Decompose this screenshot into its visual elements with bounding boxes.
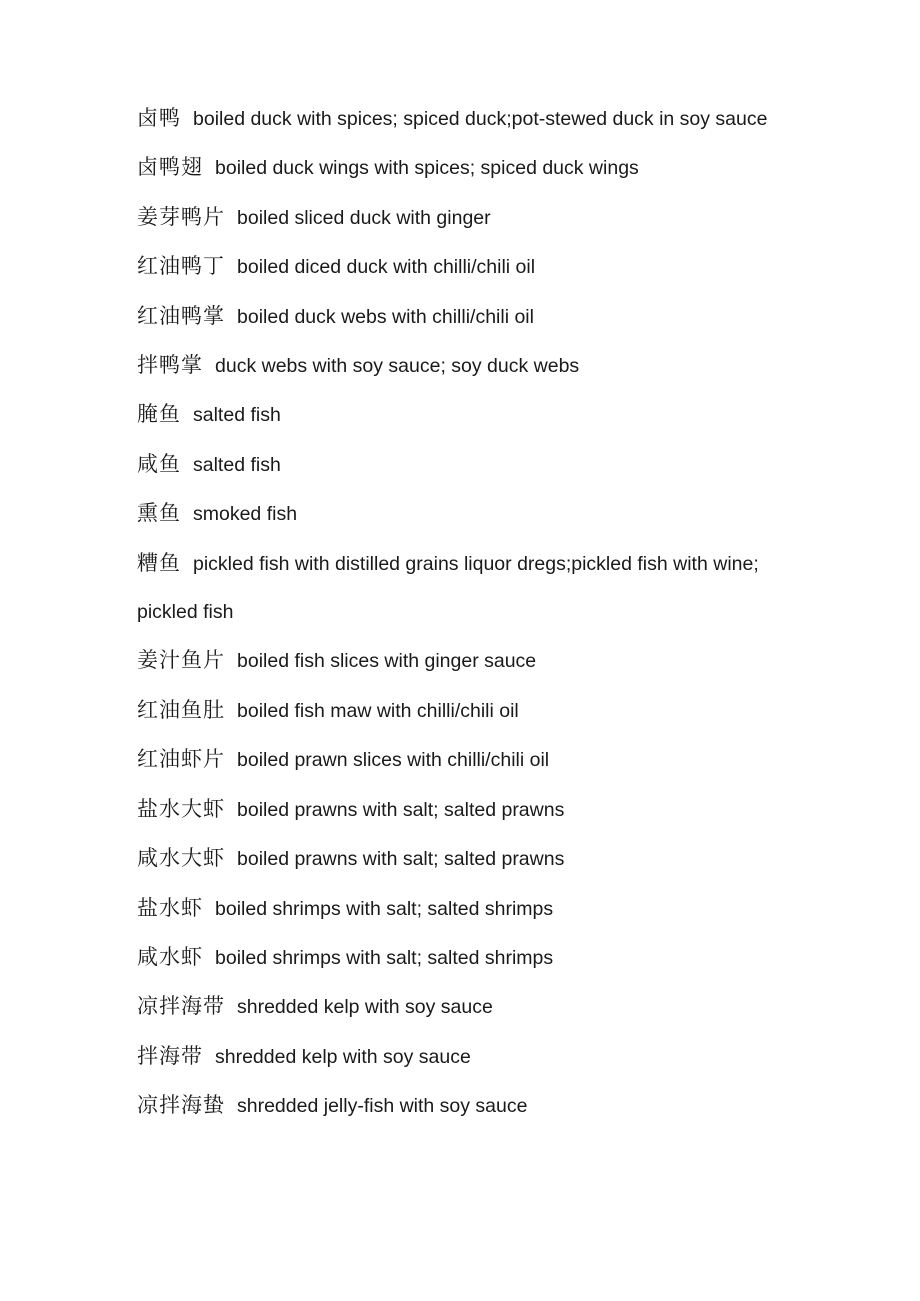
list-item <box>137 390 777 439</box>
chinese-dish-name: 红油虾片 <box>137 747 225 772</box>
english-translation: salted fish <box>193 453 281 476</box>
chinese-dish-name: 卤鸭翅 <box>137 155 203 180</box>
english-translation: boiled diced duck with chilli/chili oil <box>237 256 536 279</box>
list-item <box>137 242 777 291</box>
english-translation: boiled sliced duck with ginger <box>237 206 491 229</box>
english-translation: boiled fish maw with chilli/chili oil <box>237 699 519 722</box>
english-translation: shredded kelp with soy sauce <box>215 1045 471 1068</box>
list-item <box>137 834 777 883</box>
chinese-dish-name: 腌鱼 <box>137 402 181 427</box>
menu-translation-list <box>137 94 777 1131</box>
chinese-dish-name: 红油鸭丁 <box>137 254 225 279</box>
list-item <box>137 1081 777 1130</box>
list-item <box>137 982 777 1031</box>
chinese-dish-name: 熏鱼 <box>137 501 181 526</box>
list-item <box>137 933 777 982</box>
list-item <box>137 341 777 390</box>
chinese-dish-name: 盐水大虾 <box>137 796 225 821</box>
chinese-dish-name: 咸鱼 <box>137 451 181 476</box>
english-translation: shredded jelly-fish with soy sauce <box>237 1095 528 1118</box>
chinese-dish-name: 盐水虾 <box>137 895 203 920</box>
english-translation: boiled duck webs with chilli/chili oil <box>237 305 534 328</box>
english-translation: boiled shrimps with salt; salted shrimps <box>215 946 554 969</box>
english-translation: boiled duck with spices; spiced duck;pot-stewed duck in soy sauce <box>193 108 768 130</box>
english-translation: boiled prawns with salt; salted prawns <box>237 798 565 821</box>
chinese-dish-name: 卤鸭 <box>137 106 181 130</box>
list-item <box>137 686 777 735</box>
list-item <box>137 143 777 192</box>
list-item <box>137 440 777 489</box>
english-translation: shredded kelp with soy sauce <box>237 996 493 1019</box>
english-translation: boiled duck wings with spices; spiced duck wings <box>215 157 639 180</box>
list-item <box>137 539 777 637</box>
chinese-dish-name: 咸水虾 <box>137 944 203 969</box>
chinese-dish-name: 拌海带 <box>137 1043 203 1068</box>
english-translation: duck webs with soy sauce; soy duck webs <box>215 355 580 378</box>
chinese-dish-name: 红油鸭掌 <box>137 303 225 328</box>
english-translation: pickled fish with distilled grains liquor dregs;pickled fish with wine; pickled fish <box>137 552 759 624</box>
list-item <box>137 785 777 834</box>
chinese-dish-name: 姜汁鱼片 <box>137 648 225 673</box>
english-translation: boiled prawn slices with chilli/chili oil <box>237 749 550 772</box>
list-item <box>137 193 777 242</box>
chinese-dish-name: 姜芽鸭片 <box>137 204 225 229</box>
list-item <box>137 94 777 143</box>
chinese-dish-name: 咸水大虾 <box>137 846 225 871</box>
list-item <box>137 1032 777 1081</box>
english-translation: smoked fish <box>193 503 298 526</box>
english-translation: salted fish <box>193 404 281 427</box>
chinese-dish-name: 糟鱼 <box>137 550 181 575</box>
english-translation: boiled prawns with salt; salted prawns <box>237 848 565 871</box>
chinese-dish-name: 凉拌海带 <box>137 994 225 1019</box>
chinese-dish-name: 拌鸭掌 <box>137 353 203 378</box>
english-translation: boiled fish slices with ginger sauce <box>237 650 537 673</box>
list-item <box>137 292 777 341</box>
chinese-dish-name: 红油鱼肚 <box>137 697 225 722</box>
list-item <box>137 735 777 784</box>
english-translation: boiled shrimps with salt; salted shrimps <box>215 897 554 920</box>
chinese-dish-name: 凉拌海蛰 <box>137 1093 225 1118</box>
list-item <box>137 884 777 933</box>
list-item <box>137 636 777 685</box>
list-item <box>137 489 777 538</box>
